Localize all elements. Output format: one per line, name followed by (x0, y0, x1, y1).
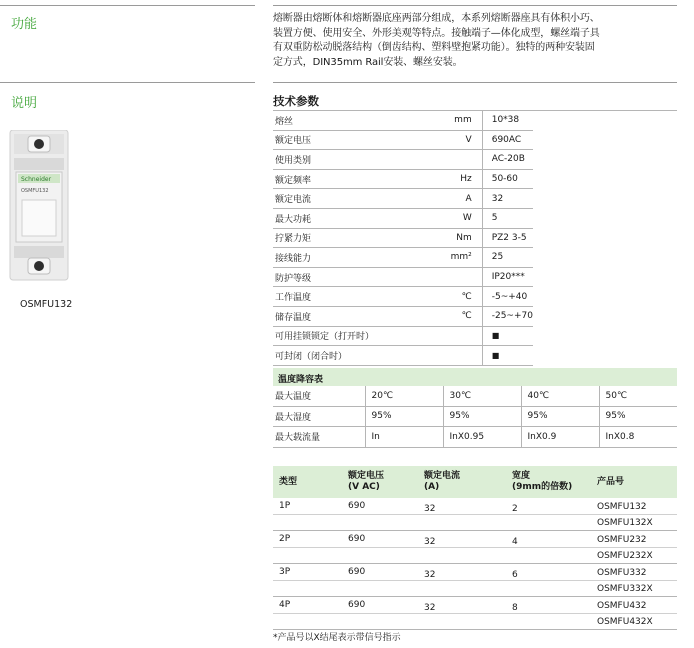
derating-cell: InX0.8 (599, 427, 677, 448)
device-model-text: OSMFU132 (21, 188, 49, 194)
spec-name (273, 326, 482, 346)
header-current-unit: (A) (424, 482, 440, 492)
product-voltage: 690 (348, 567, 366, 577)
spec-name (273, 169, 482, 189)
spec-unit: mm² (450, 252, 472, 263)
header-current-line: 额定电流 (424, 471, 461, 481)
derating-cell: In (365, 427, 443, 448)
header-product-code: 产品号 (597, 477, 625, 487)
header-voltage-line: 额定电压 (348, 471, 385, 481)
spec-name-text: 储存温度 (275, 312, 312, 323)
product-code: OSMFU332 (597, 568, 647, 578)
footnote: *产品号以X结尾表示带信号指示 (273, 633, 401, 643)
spec-name (273, 111, 482, 130)
spec-name-text: 使用类别 (275, 155, 312, 166)
spec-row (273, 346, 677, 366)
spec-row (273, 267, 677, 287)
spec-row (273, 208, 677, 228)
product-code-divider (273, 514, 677, 515)
spec-name (273, 306, 482, 326)
derating-row (273, 386, 677, 406)
header-width-unit: (9mm的倍数) (512, 482, 573, 492)
spec-value: 25 (482, 248, 533, 268)
product-type: 4P (279, 600, 291, 610)
spec-name (273, 130, 482, 150)
spec-row (273, 228, 677, 248)
product-code: OSMFU332X (597, 584, 653, 594)
product-code: OSMFU432 (597, 601, 647, 611)
mid-rule-left (0, 82, 255, 83)
product-code: OSMFU232 (597, 535, 647, 545)
product-code: OSMFU432X (597, 617, 653, 627)
intro-line: 装置方便、使用安全、外形美观等特点。接触端子—体化成型，螺丝端子具 (273, 27, 600, 39)
derating-cell: 30℃ (443, 386, 521, 406)
spec-name (273, 208, 482, 228)
product-code-divider (273, 613, 677, 614)
spec-value: 690AC (482, 130, 533, 150)
product-current: 32 (424, 537, 436, 547)
spec-name-text: 工作温度 (275, 293, 312, 304)
intro-line: 有双重防松动脱落结构（倒齿结构、塑料壁抱紧功能）。独特的两种安装固 (273, 42, 595, 53)
derating-cell: 95% (365, 406, 443, 427)
intro-line: 定方式，DIN35mm Rail安装、螺丝安装。 (273, 56, 463, 68)
derating-row (273, 427, 677, 448)
spec-unit: V (465, 134, 472, 145)
product-width: 6 (512, 570, 518, 580)
derating-title: 温度降容表 (278, 375, 324, 385)
header-voltage-unit: (V AC) (348, 482, 380, 492)
spec-name-text: 可封闭（闭合时） (275, 351, 348, 362)
spec-name-text: 可用挂锁锁定（打开时） (275, 332, 375, 343)
top-rule-left (0, 5, 255, 6)
derating-table (273, 386, 677, 448)
header-width-line: 宽度 (512, 471, 531, 481)
product-code: OSMFU232X (597, 551, 653, 561)
spec-name-text: 最大功耗 (275, 214, 312, 225)
derating-row-label: 最大载流量 (273, 427, 365, 448)
spec-value: IP20*** (482, 267, 533, 287)
tech-params-table (273, 111, 677, 366)
spec-name (273, 228, 482, 248)
spec-name (273, 287, 482, 307)
spec-row (273, 287, 677, 307)
spec-name (273, 267, 482, 287)
product-type: 1P (279, 501, 291, 511)
spec-row (273, 150, 677, 170)
product-table (273, 498, 677, 630)
product-code-divider (273, 580, 677, 581)
header-width (512, 471, 572, 493)
spec-row (273, 326, 677, 346)
product-row (273, 498, 677, 531)
spec-value: 50-60 (482, 169, 533, 189)
header-voltage (348, 471, 384, 493)
spec-value: 32 (482, 189, 533, 209)
spec-name-text: 熔丝 (275, 116, 294, 127)
spec-name (273, 248, 482, 268)
spec-unit: Hz (460, 174, 472, 185)
spec-name (273, 150, 482, 170)
spec-value: 5 (482, 208, 533, 228)
spec-unit: ℃ (461, 291, 472, 302)
spec-name-text: 额定频率 (275, 175, 312, 186)
spec-value: -5~+40 (482, 287, 533, 307)
derating-cell: 50℃ (599, 386, 677, 406)
product-current: 32 (424, 603, 436, 613)
spec-row (273, 189, 677, 209)
spec-value: ■ (482, 346, 533, 366)
product-voltage: 690 (348, 534, 366, 544)
product-image-caption: OSMFU132 (20, 299, 73, 310)
intro-paragraph (273, 12, 683, 70)
spec-row (273, 130, 677, 150)
spec-name-text: 拧紧力矩 (275, 234, 312, 245)
product-code-divider (273, 547, 677, 548)
spec-value: -25~+70 (482, 306, 533, 326)
spec-row (273, 169, 677, 189)
spec-row (273, 306, 677, 326)
mid-rule-right (273, 82, 677, 83)
spec-name (273, 189, 482, 209)
header-type: 类型 (279, 477, 298, 487)
intro-line: 熔断器由熔断体和熔断器底座两部分组成，本系列熔断器座具有体积小巧、 (273, 13, 600, 24)
spec-name-text: 防护等级 (275, 273, 312, 284)
product-code: OSMFU132 (597, 502, 647, 512)
derating-cell: 40℃ (521, 386, 599, 406)
product-current: 32 (424, 570, 436, 580)
product-current: 32 (424, 504, 436, 514)
product-width: 4 (512, 537, 518, 547)
spec-unit: Nm (456, 232, 472, 243)
derating-cell: InX0.95 (443, 427, 521, 448)
spec-name-text: 额定电压 (275, 136, 312, 147)
product-type: 3P (279, 567, 291, 577)
spec-name-text: 接线能力 (275, 253, 312, 264)
spec-row (273, 111, 677, 130)
product-voltage: 690 (348, 600, 366, 610)
derating-cell: 95% (521, 406, 599, 427)
spec-value: 10*38 (482, 111, 533, 130)
derating-cell: InX0.9 (521, 427, 599, 448)
spec-name-text: 额定电流 (275, 195, 312, 206)
product-code: OSMFU132X (597, 518, 653, 528)
derating-cell: 20℃ (365, 386, 443, 406)
spec-unit: ℃ (461, 311, 472, 322)
derating-cell: 95% (599, 406, 677, 427)
derating-header-bar (273, 368, 677, 386)
spec-value: PZ2 3-5 (482, 228, 533, 248)
spec-value: AC-20B (482, 150, 533, 170)
product-voltage: 690 (348, 501, 366, 511)
product-row (273, 597, 677, 630)
top-rule-right (273, 5, 677, 6)
derating-row-label: 最大温度 (273, 386, 365, 406)
derating-row (273, 406, 677, 427)
function-section-label: 功能 (11, 17, 38, 32)
product-width: 8 (512, 603, 518, 613)
spec-row (273, 248, 677, 268)
product-row (273, 531, 677, 564)
header-current (424, 471, 460, 493)
spec-name (273, 346, 482, 366)
product-row (273, 564, 677, 597)
spec-unit: A (465, 193, 472, 204)
description-section-label: 说明 (11, 96, 38, 111)
product-type: 2P (279, 534, 291, 544)
derating-cell: 95% (443, 406, 521, 427)
product-width: 2 (512, 504, 518, 514)
spec-value: ■ (482, 326, 533, 346)
spec-unit: mm (454, 115, 472, 126)
brand-logo-text: Schneider (21, 176, 52, 183)
tech-params-title: 技术参数 (273, 94, 319, 108)
spec-unit: W (462, 213, 472, 224)
derating-row-label: 最大湿度 (273, 406, 365, 427)
fuse-holder-image (8, 130, 70, 285)
